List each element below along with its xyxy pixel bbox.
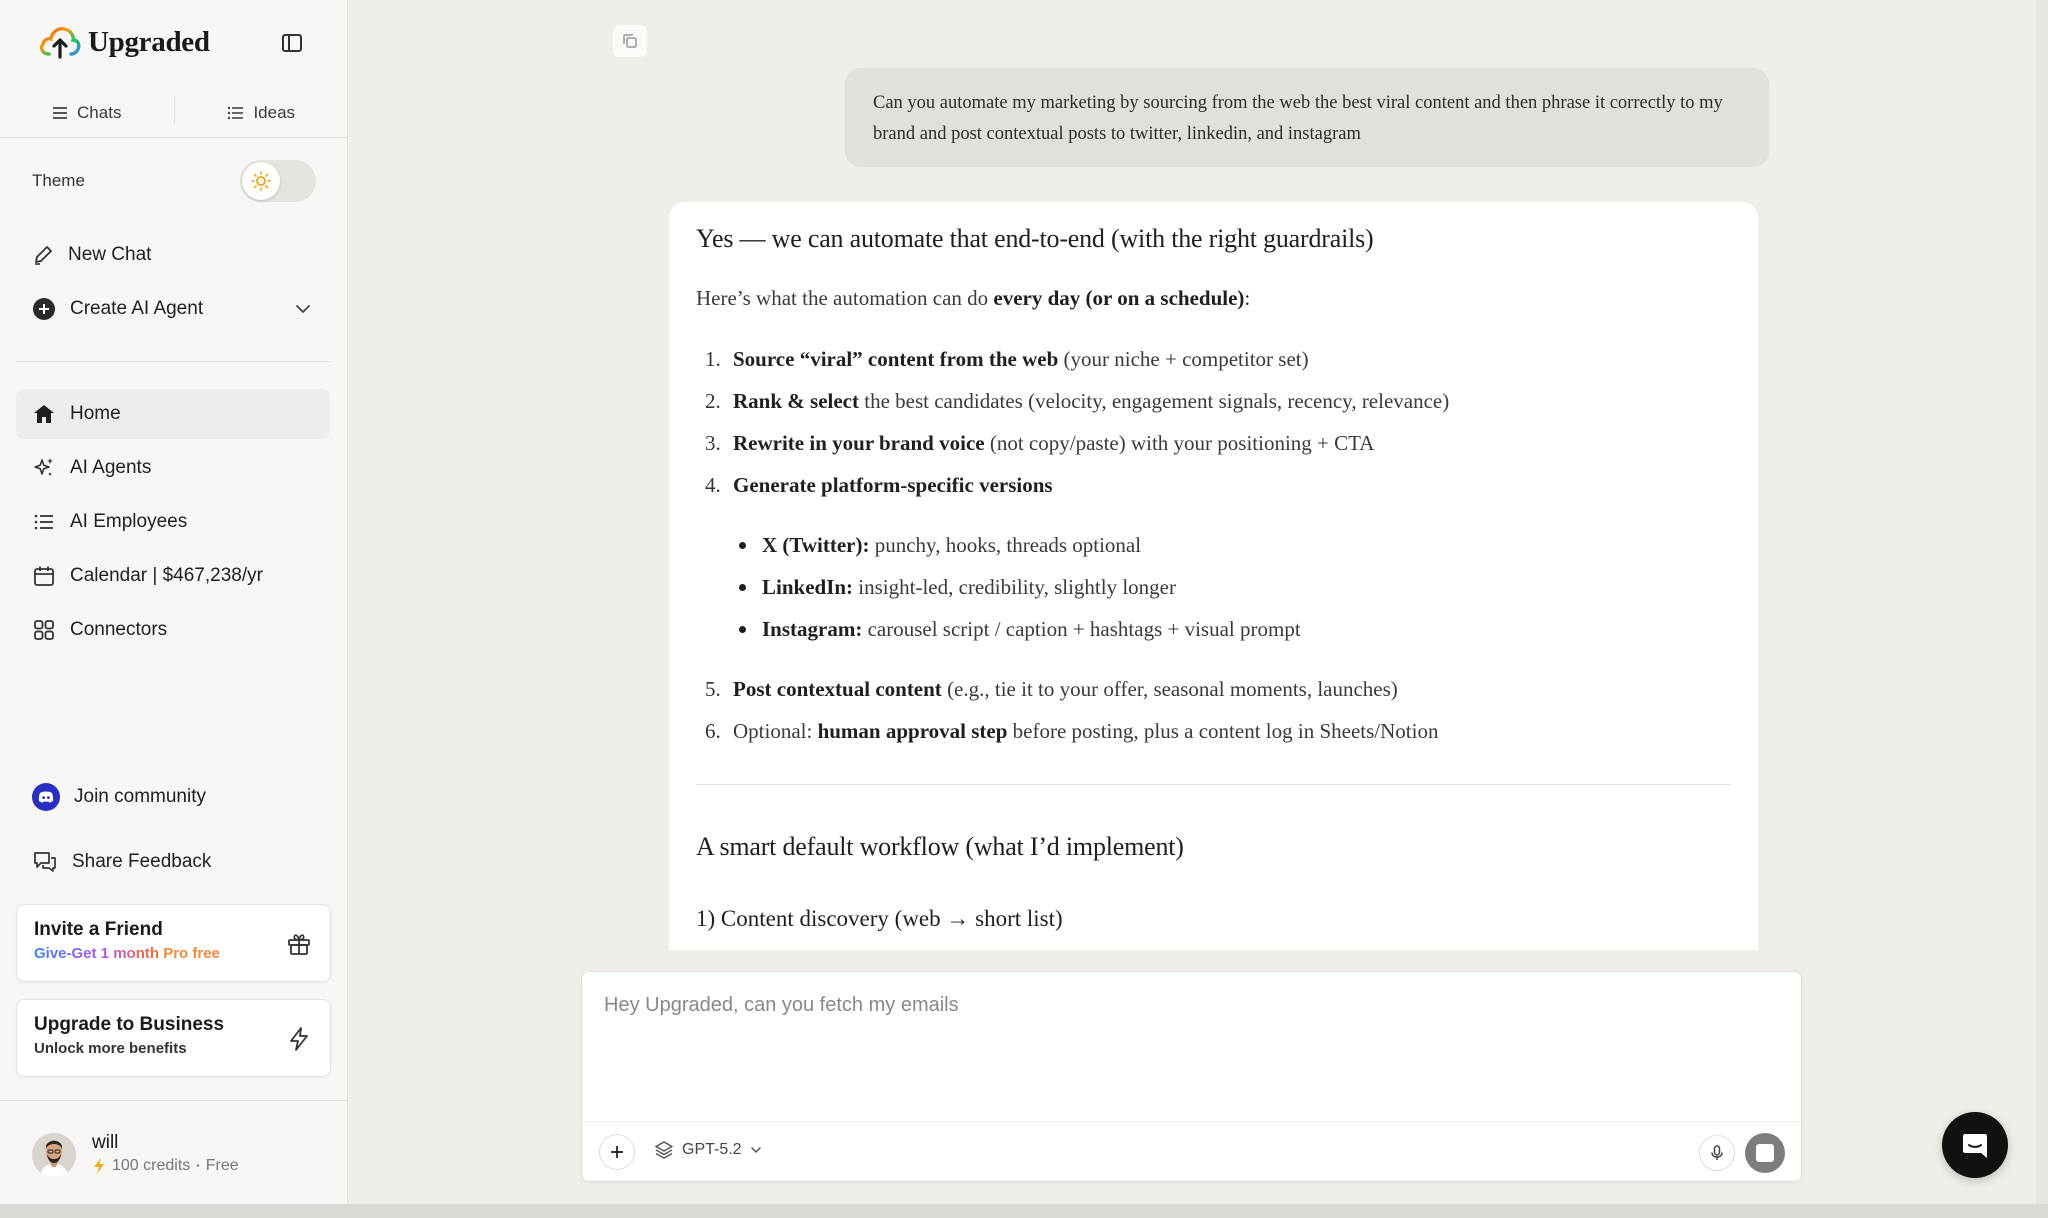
- meta-dot: •: [196, 1160, 200, 1172]
- sidebar-item-ai-agents-label: AI Agents: [70, 457, 152, 478]
- platform-name: LinkedIn:: [762, 575, 854, 599]
- list-item: [705, 719, 1438, 744]
- list-item: [705, 677, 1398, 702]
- logo[interactable]: [38, 24, 210, 60]
- platform-name: X (Twitter):: [762, 533, 870, 557]
- step-detail: before posting, plus a content log in Sheets/Notion: [1007, 719, 1439, 743]
- invite-friend-subtitle-suffix: Pro free: [163, 945, 220, 962]
- step-title: Post contextual content: [733, 677, 942, 701]
- invite-friend-subtitle-prefix: Give-Get 1 month: [34, 945, 164, 962]
- intro-suffix: :: [1244, 286, 1251, 310]
- create-ai-agent-label: Create AI Agent: [70, 298, 204, 319]
- model-name: GPT-5.2: [682, 1141, 742, 1158]
- step-number: 4.: [705, 473, 721, 497]
- bullet: [739, 542, 746, 549]
- platform-detail: insight-led, credibility, slightly longer: [853, 575, 1176, 599]
- attach-button[interactable]: [599, 1134, 635, 1170]
- user-name: will: [92, 1132, 119, 1153]
- pencil-icon: [32, 244, 54, 266]
- sidebar-separator: [16, 361, 330, 362]
- step-title: Rank & select: [733, 389, 859, 413]
- step-prefix: Optional:: [733, 719, 818, 743]
- step-detail: the best candidates (velocity, engagement signals, recency, relevance): [858, 389, 1450, 413]
- voice-input-button[interactable]: [1699, 1135, 1735, 1171]
- cloud-upload-logo-icon: [38, 24, 82, 60]
- tab-ideas[interactable]: [175, 88, 349, 137]
- message-input[interactable]: Hey Upgraded, can you fetch my emails: [604, 994, 959, 1016]
- user-avatar-icon: [32, 1133, 76, 1177]
- platform-detail: carousel script / caption + hashtags + visual prompt: [862, 617, 1301, 641]
- sidebar-item-ai-employees[interactable]: [16, 497, 330, 547]
- join-community-link[interactable]: [16, 772, 330, 822]
- list-item: [705, 389, 1449, 414]
- step-number: 6.: [705, 719, 721, 743]
- chat-bubbles-icon: [32, 849, 58, 875]
- avatar: [32, 1133, 76, 1177]
- user-message-bubble: Can you automate my marketing by sourcing from the web the best viral content and then phrase it correctly to my brand and post contextual posts to twitter, linkedin, and instagram: [845, 68, 1769, 167]
- message-composer: [581, 971, 1802, 1182]
- intro-bold: every day (or on a schedule): [993, 286, 1245, 310]
- stop-icon: [1756, 1144, 1774, 1162]
- step-detail: (your niche + competitor set): [1058, 347, 1309, 371]
- invite-friend-card[interactable]: [16, 904, 331, 982]
- step-number: 3.: [705, 431, 721, 455]
- share-feedback-link[interactable]: [16, 837, 330, 887]
- home-icon: [32, 402, 56, 426]
- list-item: [705, 473, 1053, 498]
- user-meta: [92, 1157, 239, 1175]
- platform-detail: punchy, hooks, threads optional: [869, 533, 1142, 557]
- sidebar-toggle-icon: [280, 31, 304, 55]
- sidebar-item-ai-agents[interactable]: [16, 443, 330, 493]
- window-bottom-edge: [0, 1204, 2048, 1218]
- step-number: 5.: [705, 677, 721, 701]
- intro-prefix: Here’s what the automation can do: [696, 286, 994, 310]
- sidebar: [0, 0, 348, 1204]
- copy-message-button[interactable]: [613, 25, 647, 57]
- sidebar-item-home-label: Home: [70, 403, 121, 424]
- sidebar-item-ai-employees-label: AI Employees: [70, 511, 188, 532]
- theme-toggle-knob: [242, 162, 280, 200]
- theme-row: [32, 160, 316, 202]
- scrollbar[interactable]: [2036, 0, 2048, 1204]
- sidebar-toggle-button[interactable]: [280, 31, 304, 55]
- user-credits: 100 credits: [112, 1157, 191, 1174]
- list-icon: [32, 510, 56, 534]
- sidebar-item-connectors-label: Connectors: [70, 619, 168, 640]
- chat-icon: [1959, 1129, 1991, 1161]
- sparkles-icon: [32, 456, 56, 480]
- create-ai-agent-button[interactable]: [16, 284, 330, 334]
- workflow-heading: A smart default workflow (what I’d implement): [696, 832, 1184, 861]
- gift-icon: [286, 931, 312, 957]
- grid-icon: [32, 618, 56, 642]
- sidebar-item-calendar-label: Calendar | $467,238/yr: [70, 565, 263, 586]
- theme-toggle[interactable]: [240, 160, 316, 202]
- tab-chats-label: Chats: [77, 102, 122, 122]
- sidebar-tabs: [0, 88, 348, 138]
- share-feedback-label: Share Feedback: [72, 851, 212, 872]
- upgrade-business-title: Upgrade to Business: [34, 1014, 225, 1035]
- assistant-intro: [696, 286, 1250, 311]
- step-number: 2.: [705, 389, 721, 413]
- tab-chats[interactable]: [0, 88, 174, 137]
- bullet: [739, 584, 746, 591]
- menu-icon: [52, 106, 68, 120]
- discord-icon: [32, 783, 60, 811]
- upgrade-business-subtitle: Unlock more benefits: [34, 1040, 187, 1057]
- theme-label: Theme: [32, 171, 85, 190]
- step-title: Source “viral” content from the web: [733, 347, 1059, 371]
- new-chat-label: New Chat: [68, 244, 152, 265]
- new-chat-button[interactable]: [16, 230, 330, 280]
- support-chat-button[interactable]: [1942, 1112, 2008, 1178]
- step-number: 1.: [705, 347, 721, 371]
- invite-friend-title: Invite a Friend: [34, 919, 163, 940]
- invite-friend-subtitle: [34, 945, 313, 962]
- tab-ideas-label: Ideas: [253, 102, 296, 122]
- bullet: [739, 626, 746, 633]
- sidebar-item-calendar[interactable]: [16, 551, 330, 601]
- layers-icon: [654, 1140, 674, 1160]
- step-title: Generate platform-specific versions: [733, 473, 1053, 497]
- app-name: Upgraded: [88, 25, 210, 58]
- calendar-icon: [32, 564, 56, 588]
- model-selector[interactable]: [654, 1140, 762, 1160]
- step-detail: (e.g., tie it to your offer, seasonal moments, launches): [941, 677, 1398, 701]
- stop-generation-button[interactable]: [1745, 1133, 1785, 1173]
- list-item: [739, 575, 1176, 600]
- user-profile[interactable]: [0, 1100, 348, 1204]
- sidebar-item-home[interactable]: [16, 389, 330, 439]
- list-item: [739, 533, 1141, 558]
- chevron-down-icon: [750, 1144, 762, 1156]
- divider: [696, 784, 1731, 785]
- list-icon: [227, 106, 244, 120]
- composer-toolbar: [582, 1121, 1801, 1181]
- plus-icon: [609, 1144, 625, 1160]
- join-community-label: Join community: [74, 786, 206, 807]
- workflow-step-heading: 1) Content discovery (web → short list): [696, 906, 1063, 931]
- upgrade-business-card[interactable]: [16, 999, 331, 1077]
- lightning-icon: [286, 1026, 312, 1052]
- microphone-icon: [1708, 1144, 1726, 1162]
- plus-circle-icon: [32, 297, 56, 321]
- list-item: [705, 347, 1309, 372]
- platform-name: Instagram:: [762, 617, 863, 641]
- bolt-icon: [92, 1157, 106, 1175]
- step-detail: (not copy/paste) with your positioning + CTA: [984, 431, 1375, 455]
- list-item: [705, 431, 1374, 456]
- sun-icon: [250, 170, 272, 192]
- sidebar-item-connectors[interactable]: [16, 605, 330, 655]
- assistant-heading: Yes — we can automate that end-to-end (with the right guardrails): [696, 224, 1374, 253]
- copy-icon: [621, 32, 639, 50]
- list-item: [739, 617, 1301, 642]
- assistant-message: [669, 202, 1758, 950]
- step-title: Rewrite in your brand voice: [733, 431, 985, 455]
- user-plan: Free: [205, 1157, 239, 1174]
- step-title: human approval step: [817, 719, 1008, 743]
- chevron-down-icon[interactable]: [294, 300, 312, 318]
